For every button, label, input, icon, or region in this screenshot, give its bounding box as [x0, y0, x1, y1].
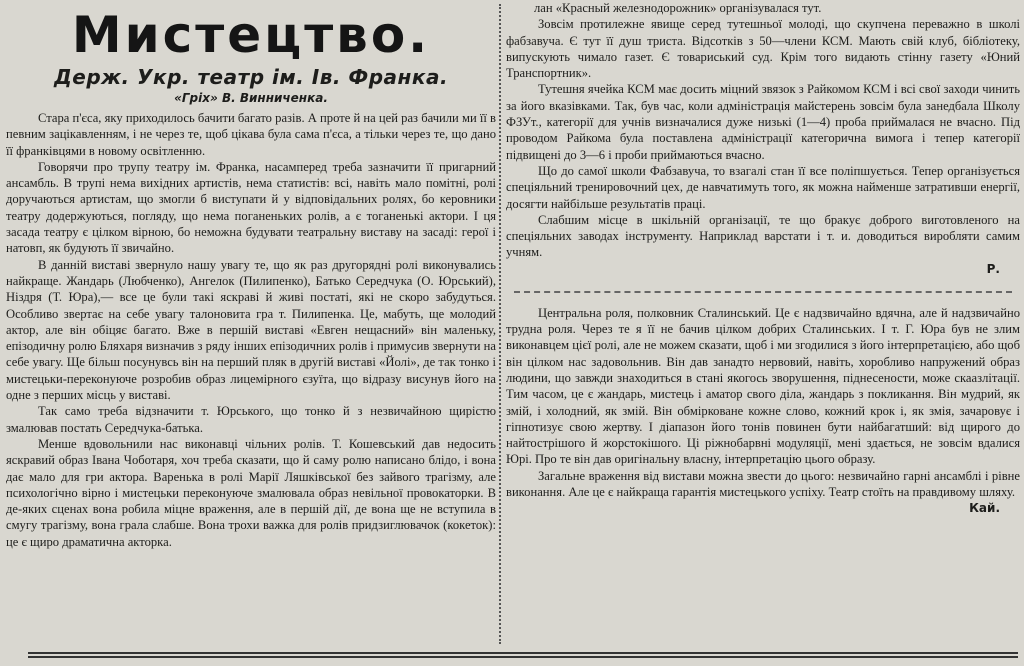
paragraph: Стара п'єса, яку приходилось бачити багато разів. А проте й на цей раз бачили ми її в певним зацікавленням, і не через те, щоб цікава була сама п'єса, а тільки через те, що дано її франківцями в новому освітленню. [6, 111, 496, 158]
paragraph: Зовсім протилежне явище серед тутешньої молоді, що скупчена переважно в школі фабзавуча. Є тут її душ триста. Відсотків з 50—члени КСМ. Мають свій клуб, бібліотеку, випускують чимало газет. Є товариський суд. Крім того видають стінну газету «Юний Транспортник». [506, 17, 1020, 81]
paragraph: В данній виставі звернуло нашу увагу те, що як раз другорядні ролі виконувались найкраще. Жандарь (Любченко), Ангелок (Пилипенко), Батько Середчука (О. Юрський), Ніздря (Т. Юра),— все це були такі яскраві й живі постаті, які не скоро забудуться. Особливо звертає на себе увагу талоновита гра т. Пилипенка. Це, мабуть, ще молодий актор, але він обіцяє багато. Вже в першій виставі «Евген нещасний» він маленьку, епізодичну ролю Бляхаря визначив з ряду інших епізодичних ролів і примусив звернути на себе увагу. Ще більш посунувсь він на перший пляк в другій виставі «Йолі», де так тонко і мистецьки-переконуюче розробив образ лицемірного єзуїта, що відразу висунув його на одне з перших місць у виставі. [6, 257, 496, 403]
left-column [6, 0, 496, 650]
review-continuation [506, 305, 1020, 517]
page-bottom-rule [28, 652, 1018, 658]
paragraph: Менше вдовольнили нас виконавці чільних ролів. Т. Кошевський дав недосить яскравий образ Івана Чоботаря, хоч треба сказати, що й саму ролю написано блідо, і вона дає мало для гри актора. Варенька в ролі Марії Ляшківської без зайвого трагізму, але психологічно вірно і мистецьки переконуюче змалювала образ невільної провокаторки. В де-яких сценах вона робила міцне враження, але в першій дії, де вона ще не вступила в смугу трагізму, вона грала слабше. Вона трохи важка для ролів придзиглювачок (кокеток): це є щиро драматична акторка. [6, 436, 496, 549]
paragraph: лан «Красный железнодорожник» організувалася тут. [534, 1, 822, 15]
paragraph: Тутешня ячейка КСМ має досить міцний звязок з Райкомом КСМ і всі свої заходи чинить за його вказівками. Так, був час, коли адміністрація майстерень зовсім була занедбала Школу ФЗУт., категорії для учнів визначалися дуже низькі (1—4) проба приймалася не вчасно. Під проводом Райкома була поставлена адміністрації категорична вимога і тепер категорії підвищені до 3—6 і проби приймаються вчасно. [506, 82, 1020, 162]
right-column [506, 0, 1020, 650]
theatre-subheading: Держ. Укр. театр ім. Ів. Франка. [53, 65, 449, 89]
paragraph: Що до самої школи Фабзавуча, то взагалі стан її все поліпшується. Тепер організується спеціяльний тренировочний цех, де навчатимуть того, як можна найменше затративши енергії, досягти найбільше результатів праці. [506, 163, 1020, 211]
paragraph: Так само треба відзначити т. Юрського, що тонко й з незвичайною щирістю змалював постать Середчука-батька. [6, 404, 496, 435]
paragraph: Говорячи про трупу театру ім. Франка, насамперед треба зазначити її пригарний ансамбль. В трупі нема вихідних артистів, нема статистів: всі, навіть мало помітні, ролі доручаються артистам, що змогли б виступати й у відповідальних ролях, бо керовники театру додержуються, погляду, що нема поганеньких ролів, а є тоганенькі актори. І ця засада театру є цілком вірною, бо неможна будувати театральну виставу на засаді: герої і натовп, як будують її звичайно. [6, 159, 496, 256]
column-divider [499, 4, 501, 644]
author-signature: Р. [986, 261, 1000, 276]
paragraph: Центральна роля, полковник Сталинський. Це є надзвичайно вдячна, але й надзвичайно трудна роля. Через те я її не бачив цілком добрих Сталинських. І т. Г. Юра був не злим виконавцем цієї ролі, але не можем сказати, щоб і ми згодилися з його інтерпретацією, або щоб він цілком нас задовольнив. Він дав занадто нервовий, навіть, хоробливо напружений образ людини, що завжди знаходиться в стані якогось зворушення, піднесености, може скаазлітації. Тим часом, це є жандарь, мистець і аматор свого діла, жандарь з покликання. Він мудрий, як змій, і холодний, як змій. Він обмірковане кожне слово, кожний крок і, як змія, зачаровує і гіпнотизує свою жертву. І діапазон його тонів повинен бути найбагатший: від щирого до найтострішого й жорстокішого. Ці ріжнобарвні модуляції, мені здається, не зовсім вдалися Юрі. Про те він дав оригінальну власну, інтерпретацію цього образу. [506, 305, 1020, 467]
author-signature: Кай. [969, 501, 1000, 516]
paragraph: Загальне враження від вистави можна звести до цього: незвичайно гарні ансамблі і рівне виконання. Але це є найкраща гарантія мистецького успіху. Театр стоїть на правдивому шляху. [506, 468, 1020, 500]
paragraph: Слабшим місце в шкільній організації, те що бракує доброго виготовленого на спеціяльних заводах інструменту. Наприклад варстати і т. и. доводиться виробляти самим учням. [506, 212, 1020, 260]
play-title-line: «Гріх» В. Винниченка. [174, 91, 328, 105]
article-separator [514, 291, 1012, 293]
section-headline: Мистецтво. [71, 6, 431, 64]
report-article [506, 0, 1020, 277]
